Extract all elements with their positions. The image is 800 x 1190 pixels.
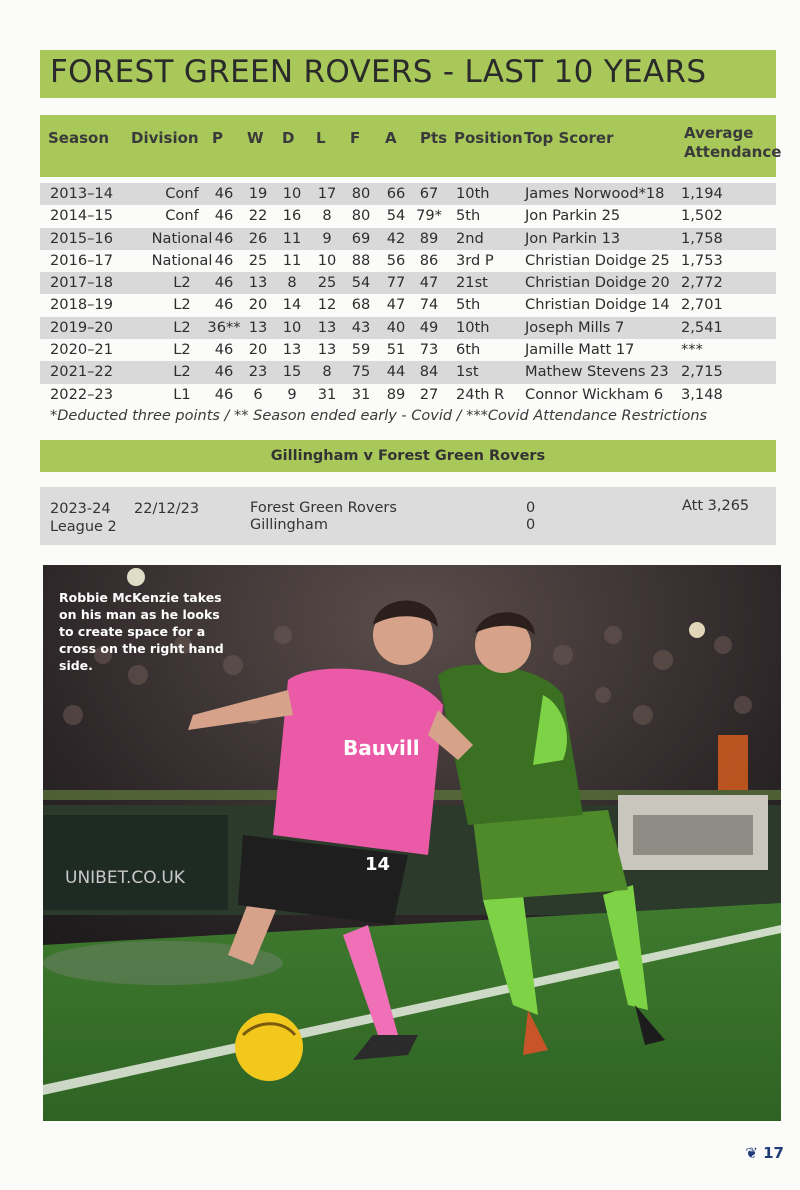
cell-d: 9 [287,385,297,403]
header-pts: Pts [420,129,448,147]
cell-pts: 84 [419,363,439,381]
cell-w: 13 [248,274,268,292]
cell-scorer: James Norwood*18 [525,185,665,202]
cell-l: 8 [322,207,332,225]
cell-a: 77 [386,274,406,292]
header-d: D [282,129,295,147]
cell-d: 10 [282,318,302,336]
cell-f: 75 [351,363,371,381]
photo-caption: Robbie McKenzie takes on his man as he looks to create space for a cross on the right hand side. [59,590,224,673]
fixture-away: Gillingham [250,517,328,533]
stats-table [40,183,776,406]
fixture-league: League 2 [50,519,117,535]
footnote: *Deducted three points / ** Season ended early - Covid / ***Covid Attendance Restrictions [50,408,708,424]
cell-pts: 86 [419,251,439,269]
cell-season: 2013–14 [50,185,114,202]
cell-p: 46 [214,341,234,359]
cell-w: 20 [248,296,268,314]
table-row [40,339,776,361]
cell-d: 14 [282,296,302,314]
cell-scorer: Jon Parkin 13 [525,229,621,247]
cell-pts: 49 [419,318,439,336]
cell-scorer: Christian Doidge 25 [525,251,670,269]
cell-f: 80 [351,207,371,225]
cell-division: L2 [173,363,191,381]
cell-d: 11 [282,229,302,247]
cell-position: 10th [456,185,490,202]
fixture-attendance: Att 3,265 [682,498,750,514]
cell-l: 9 [322,229,332,247]
cell-p: 46 [214,229,234,247]
cell-f: 59 [351,341,371,359]
header-season: Season [48,129,110,147]
cell-att: *** [681,341,703,359]
cell-d: 11 [282,251,302,269]
cell-pts: 67 [419,185,439,202]
header-p: P [212,129,223,147]
cell-position: 24th R [456,385,505,403]
cell-w: 26 [248,229,268,247]
table-row [40,205,776,227]
cell-att: 2,541 [681,318,723,336]
cell-d: 15 [282,363,302,381]
table-row [40,294,776,316]
title-band [40,50,776,98]
cell-l: 8 [322,363,332,381]
cell-division: National [151,229,213,247]
cell-season: 2017–18 [50,274,114,292]
cell-a: 56 [386,251,406,269]
cell-division: Conf [165,207,199,225]
cell-att: 1,758 [681,229,723,247]
cell-f: 31 [351,385,371,403]
cell-att: 3,148 [681,385,723,403]
table-row [40,250,776,272]
cell-att: 1,194 [681,185,723,202]
table-row [40,317,776,339]
cell-p: 46 [214,363,234,381]
cell-position: 5th [456,296,481,314]
header-f: F [350,129,361,147]
cell-w: 13 [248,318,268,336]
page-number [745,1144,784,1162]
cell-f: 69 [351,229,371,247]
header-division: Division [131,129,199,147]
cell-w: 20 [248,341,268,359]
fixture-date: 22/12/23 [134,501,200,517]
cell-d: 16 [282,207,302,225]
cell-position: 1st [456,363,479,381]
cell-pts: 73 [419,341,439,359]
cell-division: L2 [173,274,191,292]
club-crest-icon: ❦ [745,1144,758,1162]
match-photo [43,565,781,1121]
cell-position: 10th [456,318,490,336]
cell-season: 2022–23 [50,385,114,403]
cell-scorer: Jamille Matt 17 [525,341,635,359]
cell-a: 47 [386,296,406,314]
cell-scorer: Connor Wickham 6 [525,385,664,403]
fixture-title: Gillingham v Forest Green Rovers [40,440,776,472]
cell-d: 10 [282,185,302,202]
header-top-scorer: Top Scorer [524,129,614,147]
cell-w: 6 [253,385,263,403]
cell-a: 44 [386,363,406,381]
cell-scorer: Mathew Stevens 23 [525,363,669,381]
cell-l: 17 [317,185,337,202]
cell-w: 23 [248,363,268,381]
cell-pts: 74 [419,296,439,314]
fixture-home: Forest Green Rovers [250,500,397,516]
cell-pts: 27 [419,385,439,403]
table-row [40,272,776,294]
cell-position: 21st [456,274,488,292]
cell-d: 8 [287,274,297,292]
cell-f: 68 [351,296,371,314]
cell-division: L1 [173,385,191,403]
cell-w: 19 [248,185,268,202]
cell-f: 43 [351,318,371,336]
cell-pts: 79* [416,207,442,225]
cell-p: 46 [214,274,234,292]
cell-p: 46 [214,185,234,202]
cell-a: 40 [386,318,406,336]
cell-pts: 89 [419,229,439,247]
cell-season: 2019–20 [50,318,114,336]
header-position: Position [454,129,523,147]
table-row [40,361,776,383]
cell-l: 31 [317,385,337,403]
cell-l: 13 [317,318,337,336]
cell-season: 2016–17 [50,251,114,269]
ad-board-text: UNIBET.CO.UK [65,868,185,888]
cell-att: 2,701 [681,296,723,314]
cell-l: 10 [317,251,337,269]
table-row [40,228,776,250]
cell-att: 2,715 [681,363,723,381]
cell-l: 13 [317,341,337,359]
cell-scorer: Jon Parkin 25 [525,207,621,225]
page-number-text: 17 [763,1144,784,1162]
fixture-result [40,487,776,545]
cell-att: 1,753 [681,251,723,269]
cell-a: 51 [386,341,406,359]
header-a: A [385,129,397,147]
cell-scorer: Christian Doidge 20 [525,274,670,292]
cell-division: L2 [173,296,191,314]
cell-att: 1,502 [681,207,723,225]
cell-p: 46 [214,251,234,269]
cell-a: 42 [386,229,406,247]
cell-f: 80 [351,185,371,202]
cell-a: 54 [386,207,406,225]
cell-division: Conf [165,185,199,202]
table-row [40,384,776,406]
cell-w: 25 [248,251,268,269]
cell-p: 36** [207,318,241,336]
shirt-sponsor-text: Bauvill [343,736,420,760]
cell-att: 2,772 [681,274,723,292]
cell-position: 5th [456,207,481,225]
cell-l: 12 [317,296,337,314]
cell-division: L2 [173,341,191,359]
cell-a: 66 [386,185,406,202]
shirt-number-text: 14 [365,854,391,875]
fixture-away-score: 0 [526,517,536,533]
cell-l: 25 [317,274,337,292]
cell-season: 2018–19 [50,296,114,314]
cell-a: 89 [386,385,406,403]
cell-scorer: Joseph Mills 7 [525,318,625,336]
cell-p: 46 [214,207,234,225]
table-row [40,183,776,205]
cell-position: 2nd [456,229,484,247]
fixture-season: 2023-24 [50,501,111,517]
cell-position: 3rd P [456,251,494,269]
header-attendance-2: Attendance [684,143,782,161]
cell-p: 46 [214,296,234,314]
cell-season: 2021–22 [50,363,114,381]
cell-p: 46 [214,385,234,403]
table-header [40,115,782,177]
header-attendance-1: Average [684,124,754,142]
cell-division: L2 [173,318,191,336]
cell-position: 6th [456,341,481,359]
fixture-home-score: 0 [526,500,536,516]
cell-f: 88 [351,251,371,269]
cell-season: 2020–21 [50,341,114,359]
page-title: FOREST GREEN ROVERS - LAST 10 YEARS [50,54,707,90]
header-l: L [316,129,326,147]
header-w: W [247,129,264,147]
cell-season: 2015–16 [50,229,114,247]
cell-scorer: Christian Doidge 14 [525,296,670,314]
cell-division: National [151,251,213,269]
cell-f: 54 [351,274,371,292]
cell-pts: 47 [419,274,439,292]
cell-d: 13 [282,341,302,359]
cell-w: 22 [248,207,268,225]
cell-season: 2014–15 [50,207,114,225]
